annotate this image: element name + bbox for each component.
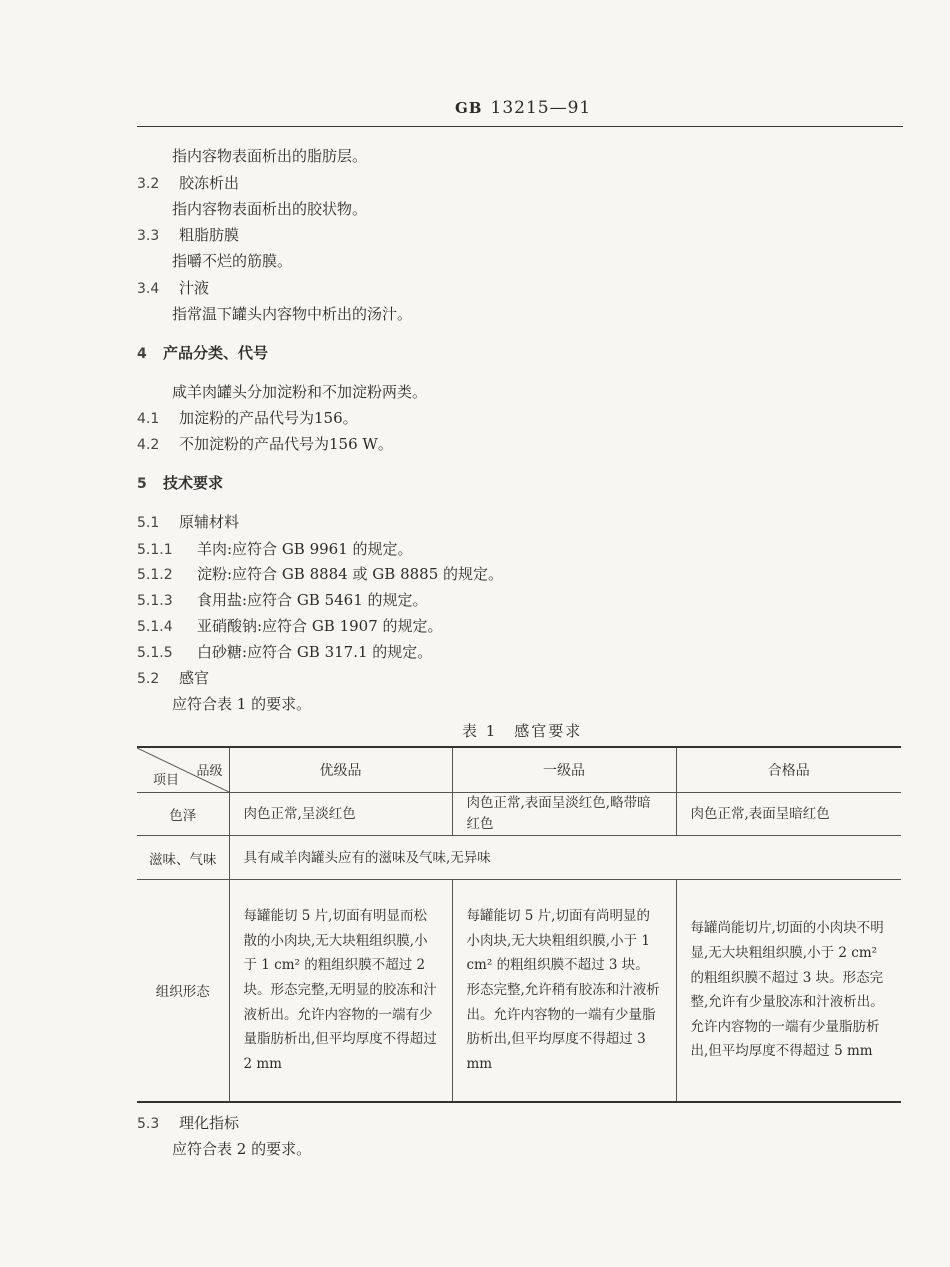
clause-number: 5.1.4 — [137, 619, 173, 635]
clause-5-1-5 — [137, 642, 432, 663]
clause-number: 5.3 — [137, 1116, 160, 1132]
table-row — [137, 793, 901, 836]
clause-number: 5.1 — [137, 515, 160, 531]
table-cell: 肉色正常,呈淡红色 — [229, 793, 452, 836]
table-caption: 表 1 感官要求 — [462, 722, 583, 740]
column-header: 优级品 — [229, 747, 452, 793]
table-cell: 肉色正常,表面呈暗红色 — [676, 793, 901, 836]
section-4-heading — [137, 343, 268, 364]
standard-prefix: GB — [455, 99, 483, 117]
clause-5-1-3 — [137, 590, 428, 611]
clause-title: 理化指标 — [179, 1114, 240, 1132]
clause-title: 粗脂肪膜 — [179, 226, 240, 244]
corner-item-label: 项目 — [153, 773, 180, 788]
clause-3-4 — [137, 278, 209, 299]
paragraph: 应符合表 1 的要求。 — [172, 695, 312, 713]
def-text: 指内容物表面析出的胶状物。 — [172, 200, 368, 218]
table-cell: 每罐能切 5 片,切面有明显而松散的小肉块,无大块粗组织膜,小于 1 cm² 的粗组织膜不超过 2 块。形态完整,无明显的胶冻和汁液析出。允许内容物的一端有少量脂肪析出,但平均厚度不得超过 2 mm — [229, 880, 452, 1102]
paragraph: 咸羊肉罐头分加淀粉和不加淀粉两类。 — [172, 383, 428, 401]
merged-cell: 具有咸羊肉罐头应有的滋味及气味,无异味 — [229, 836, 901, 880]
row-label: 组织形态 — [137, 880, 229, 1102]
clause-5-2 — [137, 668, 209, 689]
clause-number: 3.4 — [137, 281, 160, 297]
clause-title: 汁液 — [179, 279, 210, 297]
def-text: 指嚼不烂的筋膜。 — [172, 252, 293, 270]
def-text: 指内容物表面析出的脂肪层。 — [172, 147, 368, 165]
clause-text: 食用盐:应符合 GB 5461 的规定。 — [197, 591, 428, 609]
clause-number: 5.1.5 — [137, 645, 173, 661]
clause-5-3 — [137, 1113, 239, 1134]
def-text: 指常温下罐头内容物中析出的汤汁。 — [172, 305, 413, 323]
column-header: 合格品 — [676, 747, 901, 793]
clause-3-3 — [137, 225, 239, 246]
clause-5-1-4 — [137, 616, 443, 637]
corner-grade-label: 品级 — [196, 764, 223, 779]
clause-3-2 — [137, 173, 239, 194]
clause-text: 加淀粉的产品代号为156。 — [179, 409, 358, 427]
table-cell: 肉色正常,表面呈淡红色,略带暗红色 — [452, 793, 676, 836]
clause-number: 5.2 — [137, 671, 160, 687]
standard-number: 13215—91 — [490, 98, 592, 118]
clause-text: 羊肉:应符合 GB 9961 的规定。 — [197, 540, 413, 558]
section-title: 产品分类、代号 — [163, 344, 269, 362]
column-header: 一级品 — [452, 747, 676, 793]
sensory-table — [137, 746, 901, 1103]
table-cell: 每罐能切 5 片,切面有尚明显的小肉块,无大块粗组织膜,小于 1 cm² 的粗组织膜不超过 3 块。形态完整,允许稍有胶冻和汁液析出。允许内容物的一端有少量脂肪析出,但平均厚度不得超过 3 mm — [452, 880, 676, 1102]
section-5-heading — [137, 473, 223, 494]
table-cell: 每罐尚能切片,切面的小肉块不明显,无大块粗组织膜,小于 2 cm² 的粗组织膜不超过 3 块。形态完整,允许有少量胶冻和汁液析出。允许内容物的一端有少量脂肪析出,但平均厚度不得超过 5 mm — [676, 880, 901, 1102]
header-rule — [137, 126, 903, 127]
clause-text: 白砂糖:应符合 GB 317.1 的规定。 — [197, 643, 433, 661]
clause-text: 亚硝酸钠:应符合 GB 1907 的规定。 — [197, 617, 443, 635]
row-label: 色泽 — [137, 793, 229, 836]
page-header — [455, 98, 591, 118]
table-row — [137, 880, 901, 1102]
clause-number: 3.3 — [137, 228, 160, 244]
clause-number: 4.2 — [137, 437, 160, 453]
clause-4-1 — [137, 408, 358, 429]
table-row — [137, 836, 901, 880]
clause-5-1 — [137, 512, 239, 533]
clause-text: 淀粉:应符合 GB 8884 或 GB 8885 的规定。 — [197, 565, 504, 583]
section-number: 4 — [137, 346, 147, 362]
clause-5-1-2 — [137, 564, 503, 585]
row-label: 滋味、气味 — [137, 836, 229, 880]
clause-text: 不加淀粉的产品代号为156 W。 — [179, 435, 393, 453]
clause-number: 5.1.2 — [137, 567, 173, 583]
clause-number: 3.2 — [137, 176, 160, 192]
table-header-row — [137, 747, 901, 793]
clause-number: 5.1.1 — [137, 542, 173, 558]
clause-5-1-1 — [137, 539, 413, 560]
clause-number: 4.1 — [137, 411, 160, 427]
section-title: 技术要求 — [163, 474, 224, 492]
paragraph: 应符合表 2 的要求。 — [172, 1140, 312, 1158]
clause-number: 5.1.3 — [137, 593, 173, 609]
clause-title: 感官 — [179, 669, 210, 687]
table-corner-cell — [137, 747, 229, 793]
clause-title: 胶冻析出 — [179, 174, 240, 192]
section-number: 5 — [137, 476, 147, 492]
clause-title: 原辅材料 — [179, 513, 240, 531]
clause-4-2 — [137, 434, 393, 455]
